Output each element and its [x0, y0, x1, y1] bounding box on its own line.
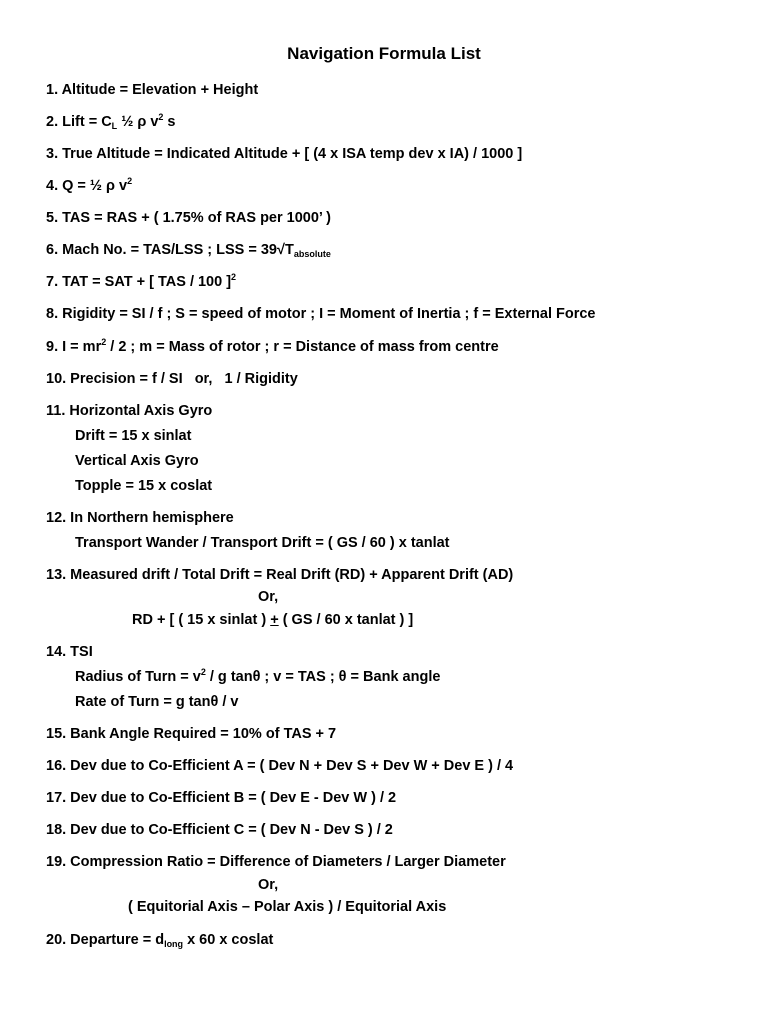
formula-19-heading: 19. Compression Ratio = Difference of Diameters / Larger Diameter: [46, 854, 506, 870]
formula-13-or: Or,: [258, 589, 279, 605]
formula-12-line-2: Transport Wander / Transport Drift = ( GS / 60 ) x tanlat: [75, 535, 450, 551]
formula-14-line-3: Rate of Turn = g tanθ / v: [75, 694, 239, 710]
formula-6: 6. Mach No. = TAS/LSS ; LSS = $39√T_{absolute}$: [46, 242, 331, 259]
formula-7: 7. TAT = SAT + [ TAS / 100 ]$^2$: [46, 272, 237, 290]
formula-14-line-2: Radius of Turn = $v^2$ / g tanθ ; v = TAS ; θ = Bank angle: [75, 667, 441, 685]
formula-15: 15. Bank Angle Required = 10% of TAS + 7: [46, 726, 337, 742]
formula-9: 9. $I = mr^2 / 2$ ; m = Mass of rotor ; r = Distance of mass from centre: [46, 337, 499, 355]
formula-14-heading: 14. TSI: [46, 644, 93, 660]
formula-3: 3. True Altitude = Indicated Altitude + [ (4 x ISA temp dev x IA) / 1000 ]: [46, 146, 523, 162]
formula-13-line-3: RD + [ ( 15 x sinlat ) + ( GS / 60 x tanlat ) ]: [132, 612, 414, 628]
formula-13-heading: 13. Measured drift / Total Drift = Real Drift (RD) + Apparent Drift (AD): [46, 567, 514, 583]
formula-11-line-4: Topple = 15 x coslat: [75, 478, 213, 494]
formula-1: 1. Altitude = Elevation + Height: [46, 82, 259, 98]
formula-5: 5. TAS = RAS + ( 1.75% of RAS per 1000’ ): [46, 210, 332, 226]
formula-4: 4. Q = ½ ρ $v^2$: [46, 176, 133, 194]
formula-2: 2. Lift = $C_L$ ½ ρ $v^2$ s: [46, 112, 176, 131]
formula-17: 17. Dev due to Co-Efficient B = ( Dev E - Dev W ) / 2: [46, 790, 397, 806]
formula-19-or: Or,: [258, 877, 279, 893]
formula-11-line-3: Vertical Axis Gyro: [75, 453, 199, 469]
formula-20: 20. Departure = $d_{long}$ x 60 x coslat: [46, 932, 274, 949]
formula-11-line-2: Drift = 15 x sinlat: [75, 428, 192, 444]
formula-11-heading: 11. Horizontal Axis Gyro: [46, 403, 213, 419]
formula-10: 10. Precision = f / SI or, 1 / Rigidity: [46, 371, 298, 387]
page-title: Navigation Formula List: [287, 44, 481, 63]
formula-12-heading: 12. In Northern hemisphere: [46, 510, 234, 526]
formula-19-line-3: ( Equitorial Axis – Polar Axis ) / Equitorial Axis: [128, 899, 447, 915]
formula-18: 18. Dev due to Co-Efficient C = ( Dev N - Dev S ) / 2: [46, 822, 393, 838]
formula-16: 16. Dev due to Co-Efficient A = ( Dev N + Dev S + Dev W + Dev E ) / 4: [46, 758, 514, 774]
formula-8: 8. Rigidity = SI / f ; S = speed of motor ; I = Moment of Inertia ; f = External Force: [46, 306, 596, 322]
